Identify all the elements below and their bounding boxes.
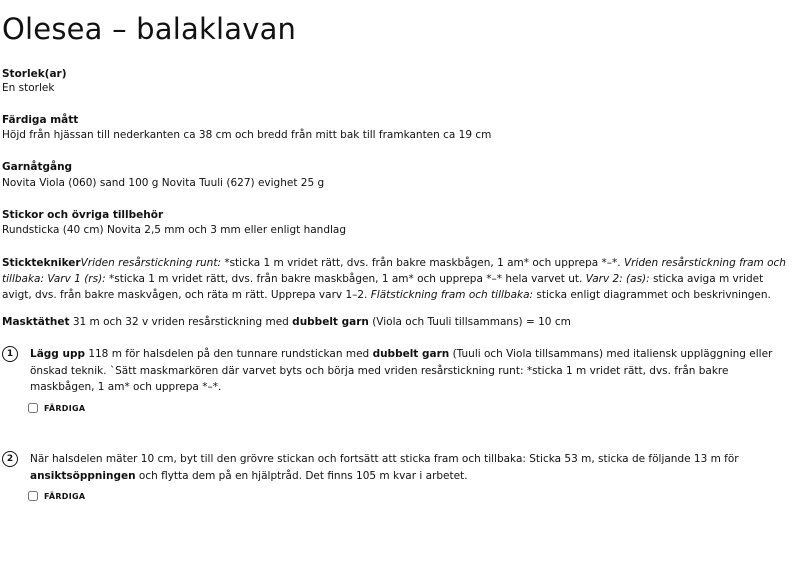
step-1-text-1: 118 m för halsdelen på den tunnare rundstickan med <box>84 348 373 360</box>
step-1-done-checkbox[interactable] <box>28 403 85 413</box>
gauge-bold: dubbelt garn <box>292 316 369 328</box>
size-value: En storlek <box>2 82 55 94</box>
step-1-bold-2: dubbelt garn <box>372 348 450 360</box>
step-2-text-1: När halsdelen mäter 10 cm, byt till den grövre stickan och fortsätt att sticka fram och tillbaka: Sticka 53 m, sticka de följande 13 m för <box>30 453 739 465</box>
measurements-value: Höjd från hjässan till nederkanten ca 38 cm och bredd från mitt bak till framkanten ca 19 cm <box>2 129 492 141</box>
yarn-value: Novita Viola (060) sand 100 g Novita Tuuli (627) evighet 25 g <box>2 177 325 189</box>
step-2-text <box>30 451 792 484</box>
technique-1-text: *sticka 1 m vridet rätt, dvs. från bakre maskbågen, 1 am* och upprepa *–*. <box>221 257 624 269</box>
step-number-badge: 2 <box>2 451 18 467</box>
technique-4-text: sticka enligt diagrammet och beskrivningen. <box>533 289 771 301</box>
gauge-text-2: (Viola och Tuuli tillsammans) = 10 cm <box>368 316 571 328</box>
measurements-label: Färdiga mått <box>2 114 79 126</box>
checkbox-input[interactable] <box>28 403 38 413</box>
gauge-label: Masktäthet <box>2 316 70 328</box>
needles-label: Stickor och övriga tillbehör <box>2 209 164 221</box>
step-1 <box>2 346 794 406</box>
step-1-bold-1: Lägg upp <box>30 348 85 360</box>
gauge-paragraph <box>2 314 794 330</box>
done-label: FÄRDIGA <box>44 403 86 413</box>
step-2-done-checkbox[interactable] <box>28 491 85 501</box>
size-label: Storlek(ar) <box>2 68 67 80</box>
technique-2-text: *sticka 1 m vridet rätt, dvs. från bakre maskbågen, 1 am* och upprepa *–* hela varvet ut. <box>105 273 586 285</box>
page-title: Olesea – balaklavan <box>2 12 297 46</box>
step-2-text-2: och flytta dem på en hjälptråd. Det finns 105 m kvar i arbetet. <box>135 469 468 482</box>
techniques-label: Sticktekniker <box>2 257 81 269</box>
gauge-text-1: 31 m och 32 v vriden resårstickning med <box>69 316 293 328</box>
technique-4-label: Flätstickning fram och tillbaka: <box>370 289 534 301</box>
step-2-bold-1: ansiktsöppningen <box>30 469 136 482</box>
step-1-text <box>30 346 792 396</box>
step-1-text-2: (Tuuli och Viola tillsammans) med italiensk uppläggning eller önskad teknik. `Sätt maskmarkören där varvet byts och börja med vriden resårstickning runt: *sticka 1 m vridet rätt, dvs. från bakre maskbågen, 1 am* och upprepa *–*. <box>30 348 773 393</box>
needles-value: Rundsticka (40 cm) Novita 2,5 mm och 3 mm eller enligt handlag <box>2 224 347 236</box>
yarn-label: Garnåtgång <box>2 161 73 173</box>
done-label: FÄRDIGA <box>44 491 86 501</box>
step-2 <box>2 451 794 511</box>
step-number-badge: 1 <box>2 346 18 362</box>
techniques-paragraph <box>2 255 794 303</box>
checkbox-input[interactable] <box>28 491 38 501</box>
technique-3-text: sticka aviga m vridet avigt, dvs. från bakre maskvågen, och räta m rätt. Upprepa varv 1–2. <box>2 273 764 301</box>
technique-3-label: Varv 2: (as): <box>585 273 650 285</box>
technique-1-label: Vriden resårstickning runt: <box>80 257 221 269</box>
technique-2-label: Vriden resårstickning fram och tillbaka: Varv 1 (rs): <box>2 257 786 285</box>
